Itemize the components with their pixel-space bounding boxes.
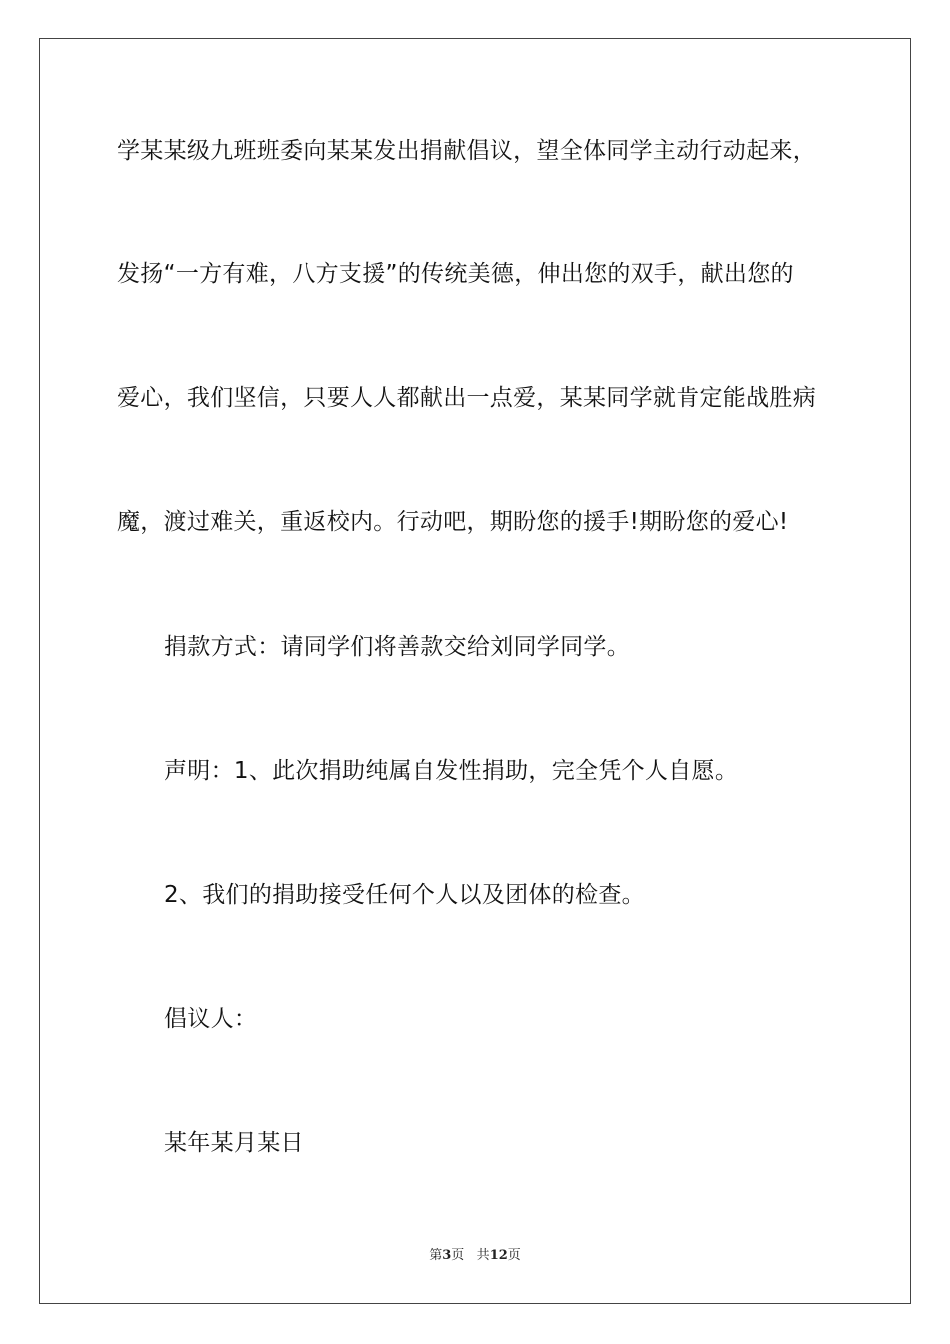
page-footer [0, 1248, 950, 1264]
page-suffix: 页 [451, 1248, 465, 1263]
date-line: 某年某月某日 [164, 1130, 304, 1156]
statement-2: 2、我们的捐助接受任何个人以及团体的检查。 [164, 882, 645, 908]
total-pages: 12 [489, 1248, 508, 1263]
initiator-label: 倡议人： [164, 1006, 258, 1032]
paragraph-line-4: 魔，渡过难关，重返校内。行动吧，期盼您的援手!期盼您的爱心! [117, 509, 789, 535]
page-frame [39, 38, 911, 1304]
paragraph-line-1: 学某某级九班班委向某某发出捐献倡议，望全体同学主动行动起来， [117, 138, 816, 164]
total-suffix: 页 [507, 1248, 521, 1263]
donation-method: 捐款方式：请同学们将善款交给刘同学同学。 [164, 634, 630, 660]
statement-1: 声明：1、此次捐助纯属自发性捐助，完全凭个人自愿。 [164, 758, 739, 784]
page-number: 3 [442, 1248, 452, 1263]
page-prefix: 第 [429, 1248, 443, 1263]
paragraph-line-2: 发扬“一方有难，八方支援”的传统美德，伸出您的双手，献出您的 [117, 261, 794, 287]
total-prefix: 共 [476, 1248, 490, 1263]
paragraph-line-3: 爱心，我们坚信，只要人人都献出一点爱，某某同学就肯定能战胜病 [117, 385, 816, 411]
